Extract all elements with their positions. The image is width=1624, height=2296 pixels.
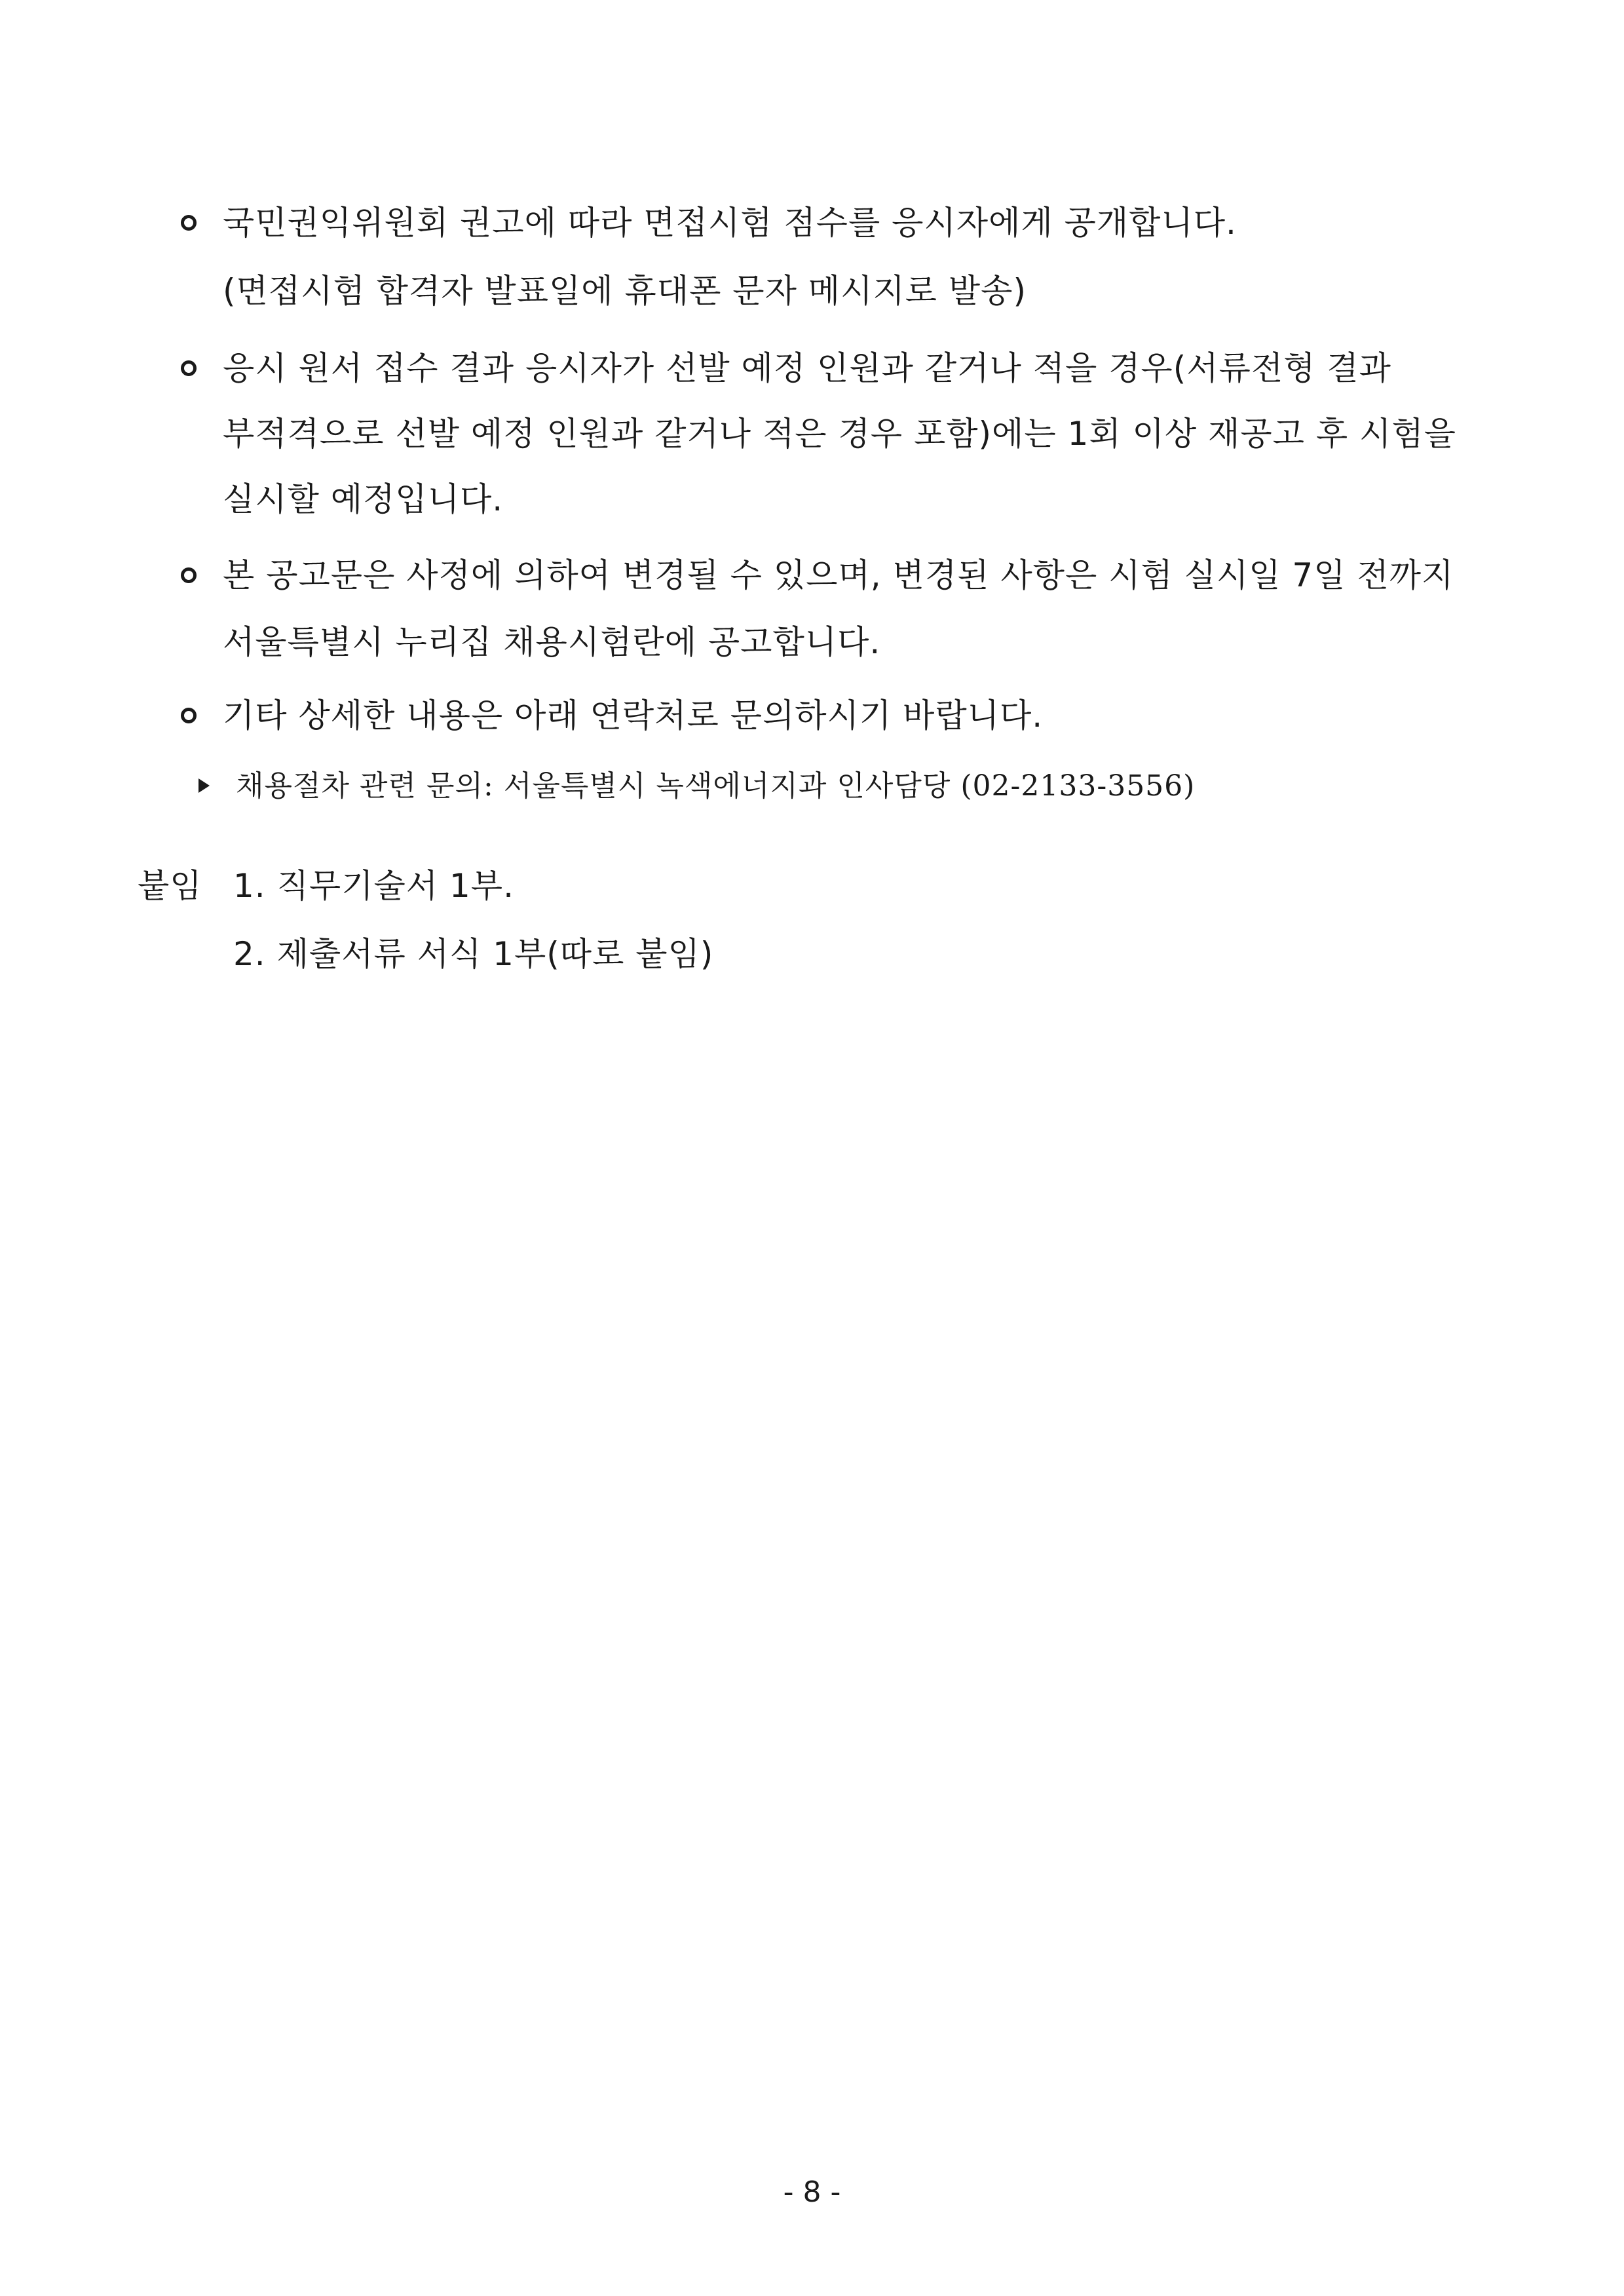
circle-bullet-icon [181,360,197,376]
circle-bullet-icon [181,567,197,583]
circle-bullet-icon [181,708,197,723]
attachment-item-1: 1. 직무기술서 1부. [233,867,514,905]
attachment-item-2: 2. 제출서류 서식 1부(따로 붙임) [233,935,714,973]
attachment-label: 붙임 [138,867,202,905]
notice-item-1-line-2: (면접시험 합격자 발표일에 휴대폰 문자 메시지로 발송) [223,272,1027,310]
notice-item-3-line-2: 서울특별시 누리집 채용시험란에 공고합니다. [223,623,881,661]
notice-item-2-line-1: 응시 원서 접수 결과 응시자가 선발 예정 인원과 같거나 적을 경우(서류전형 결과 [223,349,1391,387]
circle-bullet-icon [181,215,197,231]
notice-item-2-line-3: 실시할 예정입니다. [223,480,504,518]
notice-item-3-line-1: 본 공고문은 사정에 의하여 변경될 수 있으며, 변경된 사항은 시험 실시일 7일 전까지 [223,556,1454,594]
notice-item-1-line-1: 국민권익위원회 권고에 따라 면접시험 점수를 응시자에게 공개합니다. [223,204,1237,242]
notice-item-2-line-2: 부적격으로 선발 예정 인원과 같거나 적은 경우 포함)에는 1회 이상 재공고 후 시험을 [223,415,1456,453]
page-number: - 8 - [783,2175,841,2209]
triangle-bullet-icon [198,778,210,793]
notice-item-4-line-1: 기타 상세한 내용은 아래 연락처로 문의하시기 바랍니다. [223,697,1044,735]
contact-info: 채용절차 관련 문의: 서울특별시 녹색에너지과 인사담당 (02-2133-3556) [236,769,1196,803]
